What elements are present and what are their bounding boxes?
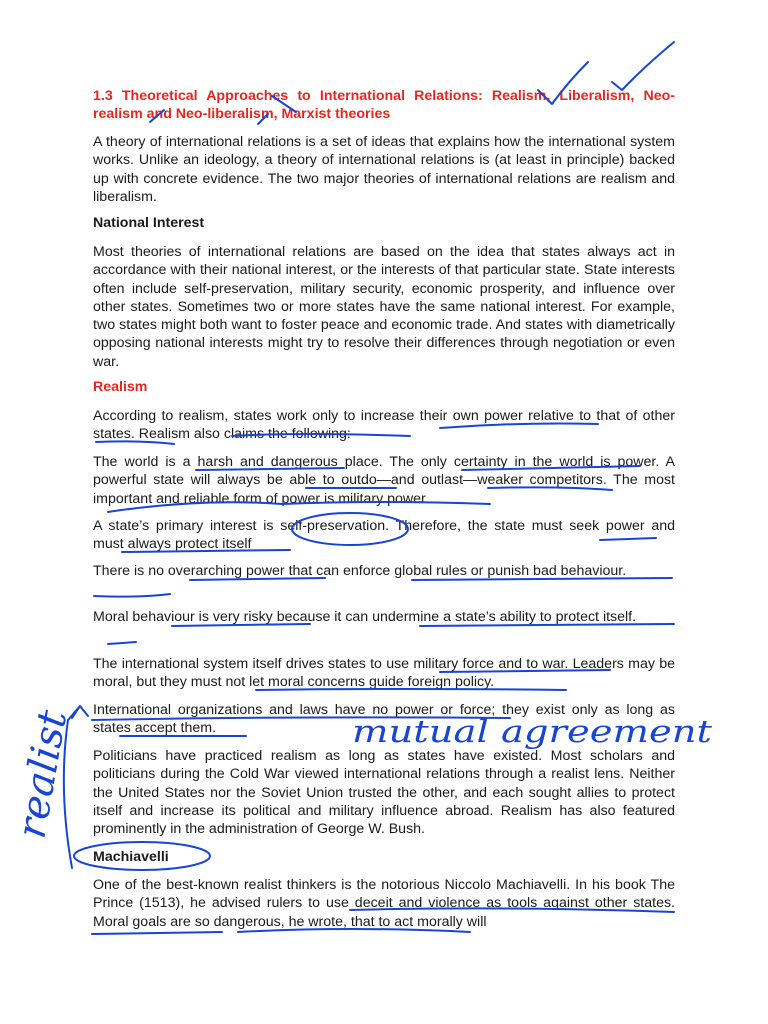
underline-itself bbox=[108, 642, 136, 644]
realism-intro: According to realism, states work only to increase their own power relative to that of other states. Realism also claims the following: bbox=[93, 408, 675, 443]
realism-point-1: The world is a harsh and dangerous place. The only certainty in the world is power. A powerful state will always be able to outdo—and outlast—weaker competitors. The most important and reliable form of power is military power. bbox=[93, 454, 675, 507]
realism-point-2: A state’s primary interest is self-preservation. Therefore, the state must seek power and must always protect itself bbox=[93, 518, 675, 553]
margin-note: realist bbox=[8, 706, 77, 842]
national-interest-heading: National Interest bbox=[93, 215, 205, 231]
machiavelli-paragraph: One of the best-known realist thinkers is the notorious Niccolo Machiavelli. In his book The Prince (1513), he advised rulers to use deceit and violence as tools against other states. Moral goals are so dangerous, he wrote, that to act morally will bbox=[93, 877, 675, 930]
underline-behaviour bbox=[94, 594, 170, 597]
section-title: 1.3 Theoretical Approaches to International Relations: Realism, Liberalism, Neo-realism and Neo-liberalism, Marxist theories bbox=[93, 88, 675, 123]
inline-note: mutual agreement bbox=[352, 714, 713, 750]
machiavelli-heading: Machiavelli bbox=[93, 849, 169, 865]
realism-point-4: Moral behaviour is very risky because it can undermine a state’s ability to protect itself. bbox=[93, 609, 637, 625]
intro-paragraph: A theory of international relations is a set of ideas that explains how the international system works. Unlike an ideology, a theory of international relations is (at least in principle) backed up with concrete evidence. The two major theories of international relations are realism and liberalism. bbox=[93, 134, 675, 205]
realism-point-6: International organizations and laws have no power or force; they exist only as long as states accept them. bbox=[93, 702, 675, 737]
realism-point-3: There is no overarching power that can enforce global rules or punish bad behaviour. bbox=[93, 563, 627, 579]
realism-heading: Realism bbox=[93, 379, 148, 395]
national-interest-paragraph: Most theories of international relations are based on the idea that states always act in accordance with their national interest, or the interests of that particular state. State interests often include self-preservation, military security, economic prosperity, and influence over other states. Sometimes two or more states have the same national interest. For example, two states might both want to foster peace and economic trade. And states with diametrically opposing national interests might try to resolve their differences through negotiation or even war. bbox=[93, 244, 675, 370]
realism-history-paragraph: Politicians have practiced realism as long as states have existed. Most scholars and politicians during the Cold War viewed international relations through a realist lens. Neither the United States nor the Soviet Union trusted the other, and each sought allies to protect itself and increase its political and military influence abroad. Realism has also featured prominently in the administration of George W. Bush. bbox=[93, 748, 675, 838]
underline-against bbox=[92, 932, 222, 934]
check-mark-2 bbox=[612, 42, 674, 90]
margin-arrow bbox=[64, 706, 88, 868]
realism-point-5: The international system itself drives states to use military force and to war. Leaders may be moral, but they must not let moral concerns guide foreign policy. bbox=[93, 656, 675, 691]
